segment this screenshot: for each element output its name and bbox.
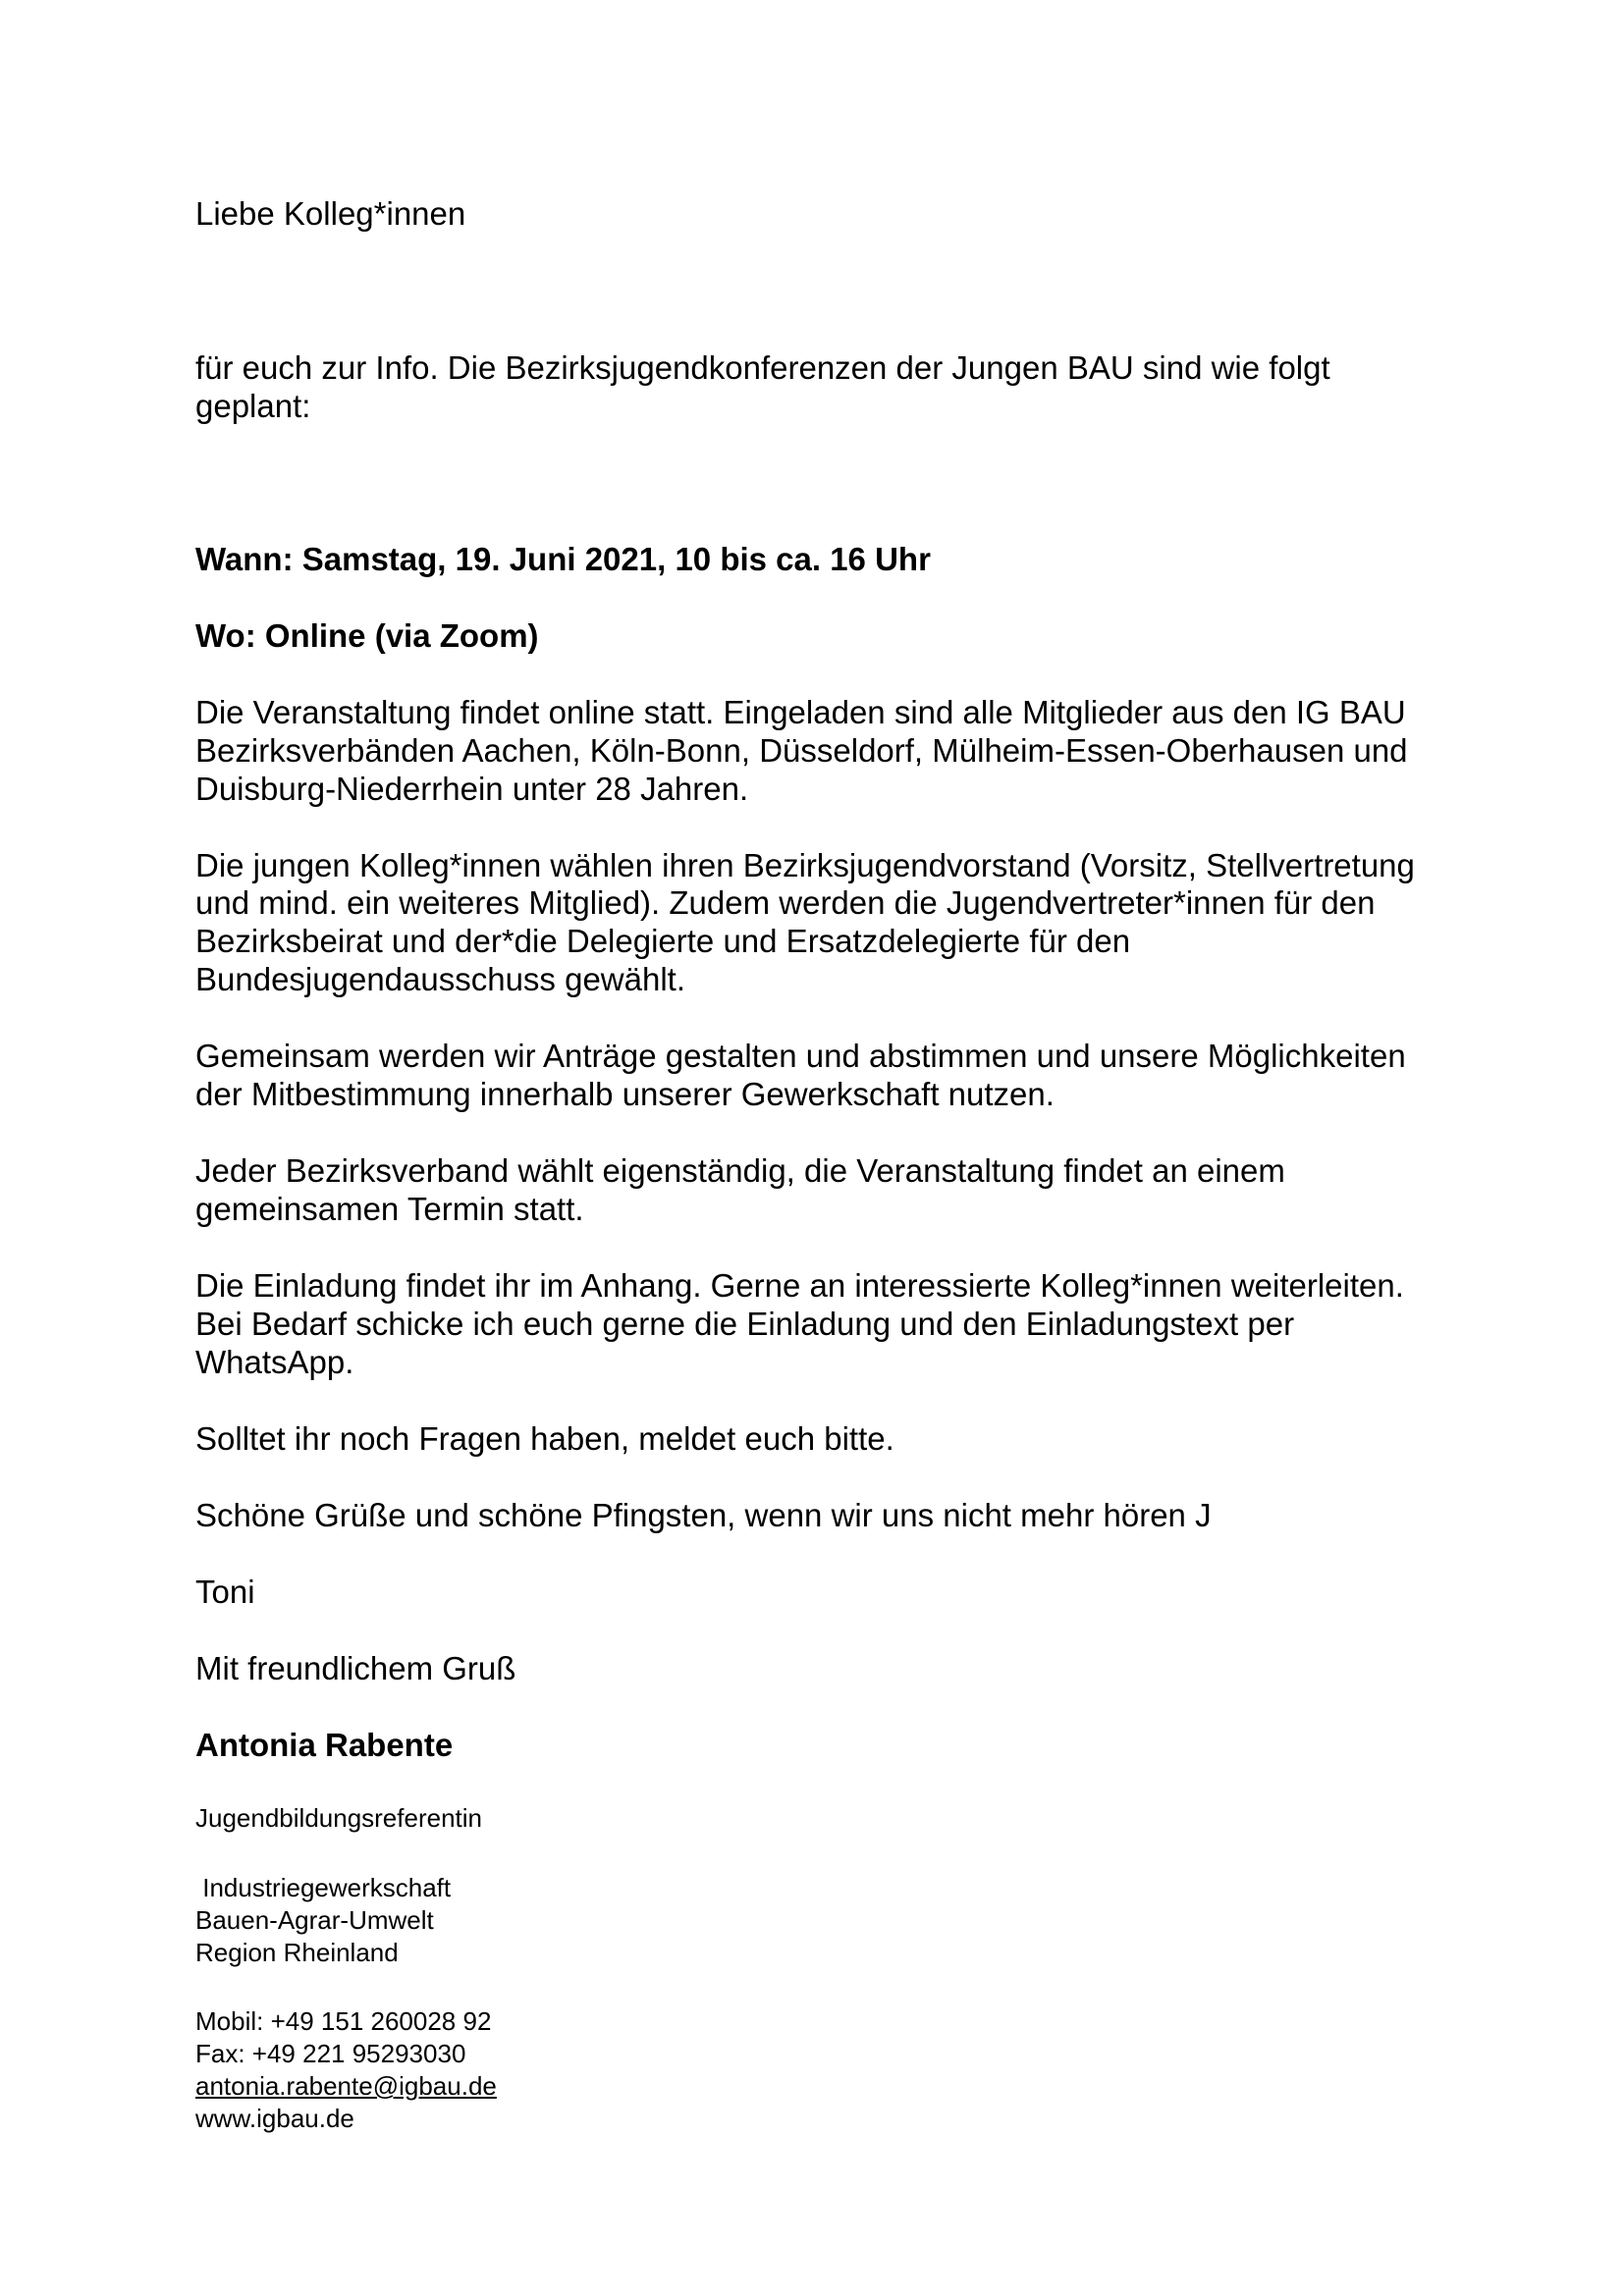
signature-name: Antonia Rabente	[195, 1727, 454, 1763]
para6: Solltet ihr noch Fragen haben, meldet euch bitte.	[195, 1420, 894, 1457]
para1-line-2: Bezirksverbänden Aachen, Köln-Bonn, Düsseldorf, Mülheim-Essen-Oberhausen und	[195, 732, 1408, 769]
para5-line-3: WhatsApp.	[195, 1344, 354, 1380]
para5-line-1: Die Einladung findet ihr im Anhang. Gerne an interessierte Kolleg*innen weiterleiten.	[195, 1267, 1404, 1304]
para1-line-3: Duisburg-Niederrhein unter 28 Jahren.	[195, 771, 749, 807]
para3-line-1: Gemeinsam werden wir Anträge gestalten und abstimmen und unsere Möglichkeiten	[195, 1038, 1406, 1074]
signature-org-line-2: Bauen-Agrar-Umwelt	[195, 1905, 434, 1935]
para2-line-2: und mind. ein weiteres Mitglied). Zudem werden die Jugendvertreter*innen für den	[195, 884, 1376, 921]
greeting: Liebe Kolleg*innen	[195, 195, 466, 232]
para1-line-1: Die Veranstaltung findet online statt. Eingeladen sind alle Mitglieder aus den IG BAU	[195, 694, 1406, 730]
signature-website[interactable]: www.igbau.de	[195, 2104, 354, 2133]
signature-mobile: Mobil: +49 151 260028 92	[195, 2006, 492, 2036]
closing: Mit freundlichem Gruß	[195, 1650, 516, 1686]
signature-org-line-3: Region Rheinland	[195, 1938, 399, 1967]
para5-line-2: Bei Bedarf schicke ich euch gerne die Einladung und den Einladungstext per	[195, 1306, 1295, 1342]
signature-title: Jugendbildungsreferentin	[195, 1803, 482, 1833]
signature-org-line-1: Industriegewerkschaft	[195, 1873, 452, 1902]
para3-line-2: der Mitbestimmung innerhalb unserer Gewerkschaft nutzen.	[195, 1076, 1055, 1112]
intro-line-1: für euch zur Info. Die Bezirksjugendkonferenzen der Jungen BAU sind wie folgt	[195, 349, 1330, 386]
para4-line-1: Jeder Bezirksverband wählt eigenständig, die Veranstaltung findet an einem	[195, 1152, 1285, 1189]
signature-email-link[interactable]: antonia.rabente@igbau.de	[195, 2071, 497, 2101]
intro-line-2: geplant:	[195, 388, 311, 424]
para2-line-4: Bundesjugendausschuss gewählt.	[195, 961, 686, 997]
para4-line-2: gemeinsamen Termin statt.	[195, 1191, 584, 1227]
event-where: Wo: Online (via Zoom)	[195, 617, 539, 654]
event-when: Wann: Samstag, 19. Juni 2021, 10 bis ca. 16 Uhr	[195, 541, 931, 577]
sender-short-name: Toni	[195, 1574, 255, 1610]
para2-line-3: Bezirksbeirat und der*die Delegierte und Ersatzdelegierte für den	[195, 923, 1131, 959]
para2-line-1: Die jungen Kolleg*innen wählen ihren Bezirksjugendvorstand (Vorsitz, Stellvertretung	[195, 847, 1415, 883]
para7: Schöne Grüße und schöne Pfingsten, wenn wir uns nicht mehr hören J	[195, 1497, 1212, 1533]
signature-fax: Fax: +49 221 95293030	[195, 2039, 466, 2068]
